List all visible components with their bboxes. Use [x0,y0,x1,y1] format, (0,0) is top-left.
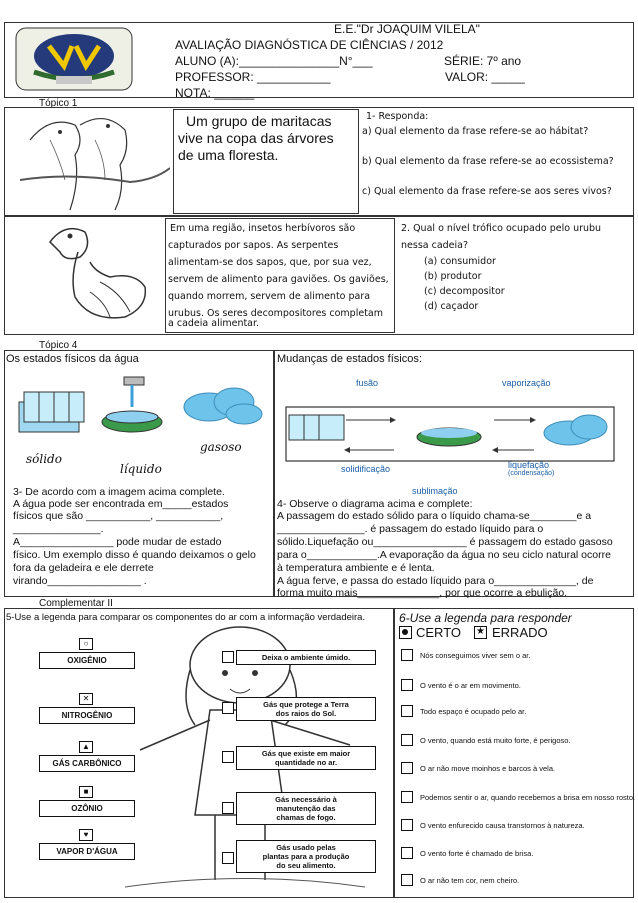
q3-line: fora da geladeira e ele derrete [13,562,154,574]
q4-line: 4- Observe o diagrama acima e complete: [277,498,473,510]
q2-passage-line: capturados por sapos. As serpentes [168,240,339,251]
def-line: dos raios do Sol. [275,709,337,718]
grade-label: SÉRIE: 7º ano [444,54,522,68]
state-changes-title: Mudanças de estados físicos: [277,353,422,365]
def-line: manutenção das [276,804,336,813]
q3-line: A________________ pode mudar de estado [13,536,222,548]
water-states-illustration [14,372,264,447]
q3-line: 3- De acordo com a imagem acima complete. [13,486,225,498]
teacher-field: PROFESSOR: ___________ [175,70,331,84]
answer-checkbox[interactable] [401,734,413,746]
def-box-4 [236,792,376,825]
def-answer-square[interactable] [222,651,234,663]
def-line: Gás que protege a Terra [263,700,349,709]
q4-line: A passagem do estado sólido para o líquido chama-se________e a [277,510,592,522]
q4-line: sólido.Liquefação ou________________ é passagem do estado gasoso [277,536,613,548]
statement: O vento enfurecido causa transtornos à natureza. [420,821,585,830]
def-line: Gás usado pelas [276,843,336,852]
statement: O ar não tem cor, nem cheiro. [420,876,520,885]
statement: Nós conseguimos viver sem o ar. [420,651,531,660]
q3-line: físico. Um exemplo disso é quando deixamos o gelo [13,549,256,561]
certo-label: CERTO [416,625,462,640]
topic-1-label: Tópico 1 [39,98,78,109]
student-field: ALUNO (A):_______________N°___ [175,54,373,68]
diagram-liquefacao: liquefação [508,460,550,470]
q1-question-a: a) Qual elemento da frase refere-se ao hábitat? [362,126,589,137]
def-box-3 [236,746,376,770]
certo-icon [399,626,412,639]
diagram-fusao: fusão [356,378,379,388]
q2-option[interactable]: (d) caçador [424,301,479,312]
grade-field: NOTA: ______ [175,86,255,100]
exam-title: AVALIAÇÃO DIAGNÓSTICA DE CIÊNCIAS / 2012 [175,38,444,52]
q1-question-c: c) Qual elemento da frase refere-se aos seres vivos? [362,186,612,197]
def-box-1 [236,650,376,665]
legend-nitrogenio: NITROGÊNIO [39,707,135,724]
q5-title: 5-Use a legenda para comparar os componentes do ar com a informação verdadeira. [6,612,366,623]
q1-passage-line: vive na copa das árvores [178,130,334,146]
answer-checkbox[interactable] [401,819,413,831]
school-name: E.E."Dr JOAQUIM VILELA" [334,22,480,36]
statement: Todo espaço é ocupado pelo ar. [420,707,527,716]
def-answer-square[interactable] [222,751,234,763]
answer-checkbox[interactable] [401,874,413,886]
carbon-icon: ▲ [79,741,93,753]
q3-line: físicos que são ___________, ___________, [13,510,224,522]
def-line: do seu alimento. [276,861,336,870]
q3-line: _______________. [13,523,104,535]
def-line: plantas para a produção [262,852,350,861]
q2-question: nessa cadeia? [401,240,469,251]
answer-checkbox[interactable] [401,791,413,803]
def-answer-square[interactable] [222,852,234,864]
q4-line: _______________. é passagem do estado líquido para o [277,523,544,535]
state-label-solid: sólido [26,452,62,466]
legend-vapor-dagua: VAPOR D'ÁGUA [39,843,135,860]
q1-passage-line: Um grupo de maritacas [186,113,332,129]
answer-checkbox[interactable] [401,762,413,774]
statement: O ar não move moinhos e barcos à vela. [420,764,556,773]
value-field: VALOR: _____ [445,70,525,84]
legend-oxigenio: OXIGÊNIO [39,652,135,669]
def-line: Gás que existe em maior [261,749,351,758]
q2-passage-line: servem de alimento para gaviões. Os gaviões, [168,274,389,285]
topic-4-label: Tópico 4 [39,340,78,351]
statement: O vento forte é chamado de brisa. [420,849,534,858]
vulture-illustration [30,222,155,330]
state-label-gas: gasoso [200,440,242,454]
q1-title: 1- Responda: [366,111,429,122]
q4-line: forma muito mais______________, por que ocorre a ebulição. [277,587,568,599]
state-change-diagram [284,375,624,495]
q2-option[interactable]: (c) decompositor [424,286,505,297]
water-states-title: Os estados físicos da água [6,353,139,365]
diagram-solidificacao: solidificação [341,464,391,474]
q2-option[interactable]: (a) consumidor [424,256,496,267]
statement: O vento é o ar em movimento. [420,681,521,690]
q2-passage-line: urubus. Os seres decompositores completam [168,308,383,319]
statement: O vento, quando está muito forte, é perigoso. [420,736,571,745]
def-box-5 [236,840,376,873]
def-line: Deixa o ambiente úmido. [261,653,351,662]
answer-checkbox[interactable] [401,705,413,717]
errado-icon: ★ [474,626,487,639]
def-box-2 [236,697,376,721]
def-line: Gás necessário à [275,795,337,804]
q1-question-b: b) Qual elemento da frase refere-se ao ecossistema? [362,156,614,167]
q3-line: A água pode ser encontrada em_____estados [13,498,229,510]
answer-checkbox[interactable] [401,847,413,859]
state-label-liquid: líquido [120,462,162,476]
nitrogen-icon: ✕ [79,693,93,705]
legend-ozonio: OZÔNIO [39,800,135,817]
oxygen-icon: ○ [79,638,93,650]
q2-passage-line: alimentam-se dos sapos, que, por sua vez, [168,257,372,268]
q2-option[interactable]: (b) produtor [424,271,482,282]
school-logo [14,26,134,92]
def-answer-square[interactable] [222,802,234,814]
ozone-icon: ■ [79,786,93,798]
legend-gas-carbonico: GÁS CARBÔNICO [39,755,135,772]
answer-checkbox[interactable] [401,679,413,691]
statement: Podemos sentir o ar, quando recebemos a brisa em nosso rosto. [420,793,636,802]
parrots-illustration [20,110,170,214]
diagram-sublimacao: sublimação [412,486,458,496]
vapor-icon: ♥ [79,829,93,841]
q2-question: 2. Qual o nível trófico ocupado pelo urubu [401,223,602,234]
def-line: chamas de fogo. [276,813,336,822]
diagram-vaporizacao: vaporização [502,378,551,388]
q2-passage-line: a cadeia alimentar. [168,318,260,329]
q3-line: virando________________ . [13,575,147,587]
q6-title: 6-Use a legenda para responder [399,611,572,625]
q2-passage-line: Em uma região, insetos herbívoros são [170,223,356,234]
q2-passage-line: quando morrem, servem de alimento para [168,291,371,302]
q4-line: à temperatura ambiente e é lenta. [277,562,435,574]
def-line: quantidade no ar. [274,758,338,767]
q4-line: A água ferve, e passa do estado líquido para o______________, de [277,575,594,587]
def-answer-square[interactable] [222,702,234,714]
q1-passage-line: de uma floresta. [178,147,279,163]
errado-label: ERRADO [492,625,548,640]
answer-checkbox[interactable] [401,649,413,661]
complement-label: Complementar II [39,598,113,609]
diagram-condensacao: (condensação) [508,470,555,477]
q4-line: para o____________.A evaporação da água no seu ciclo natural ocorre [277,549,611,561]
